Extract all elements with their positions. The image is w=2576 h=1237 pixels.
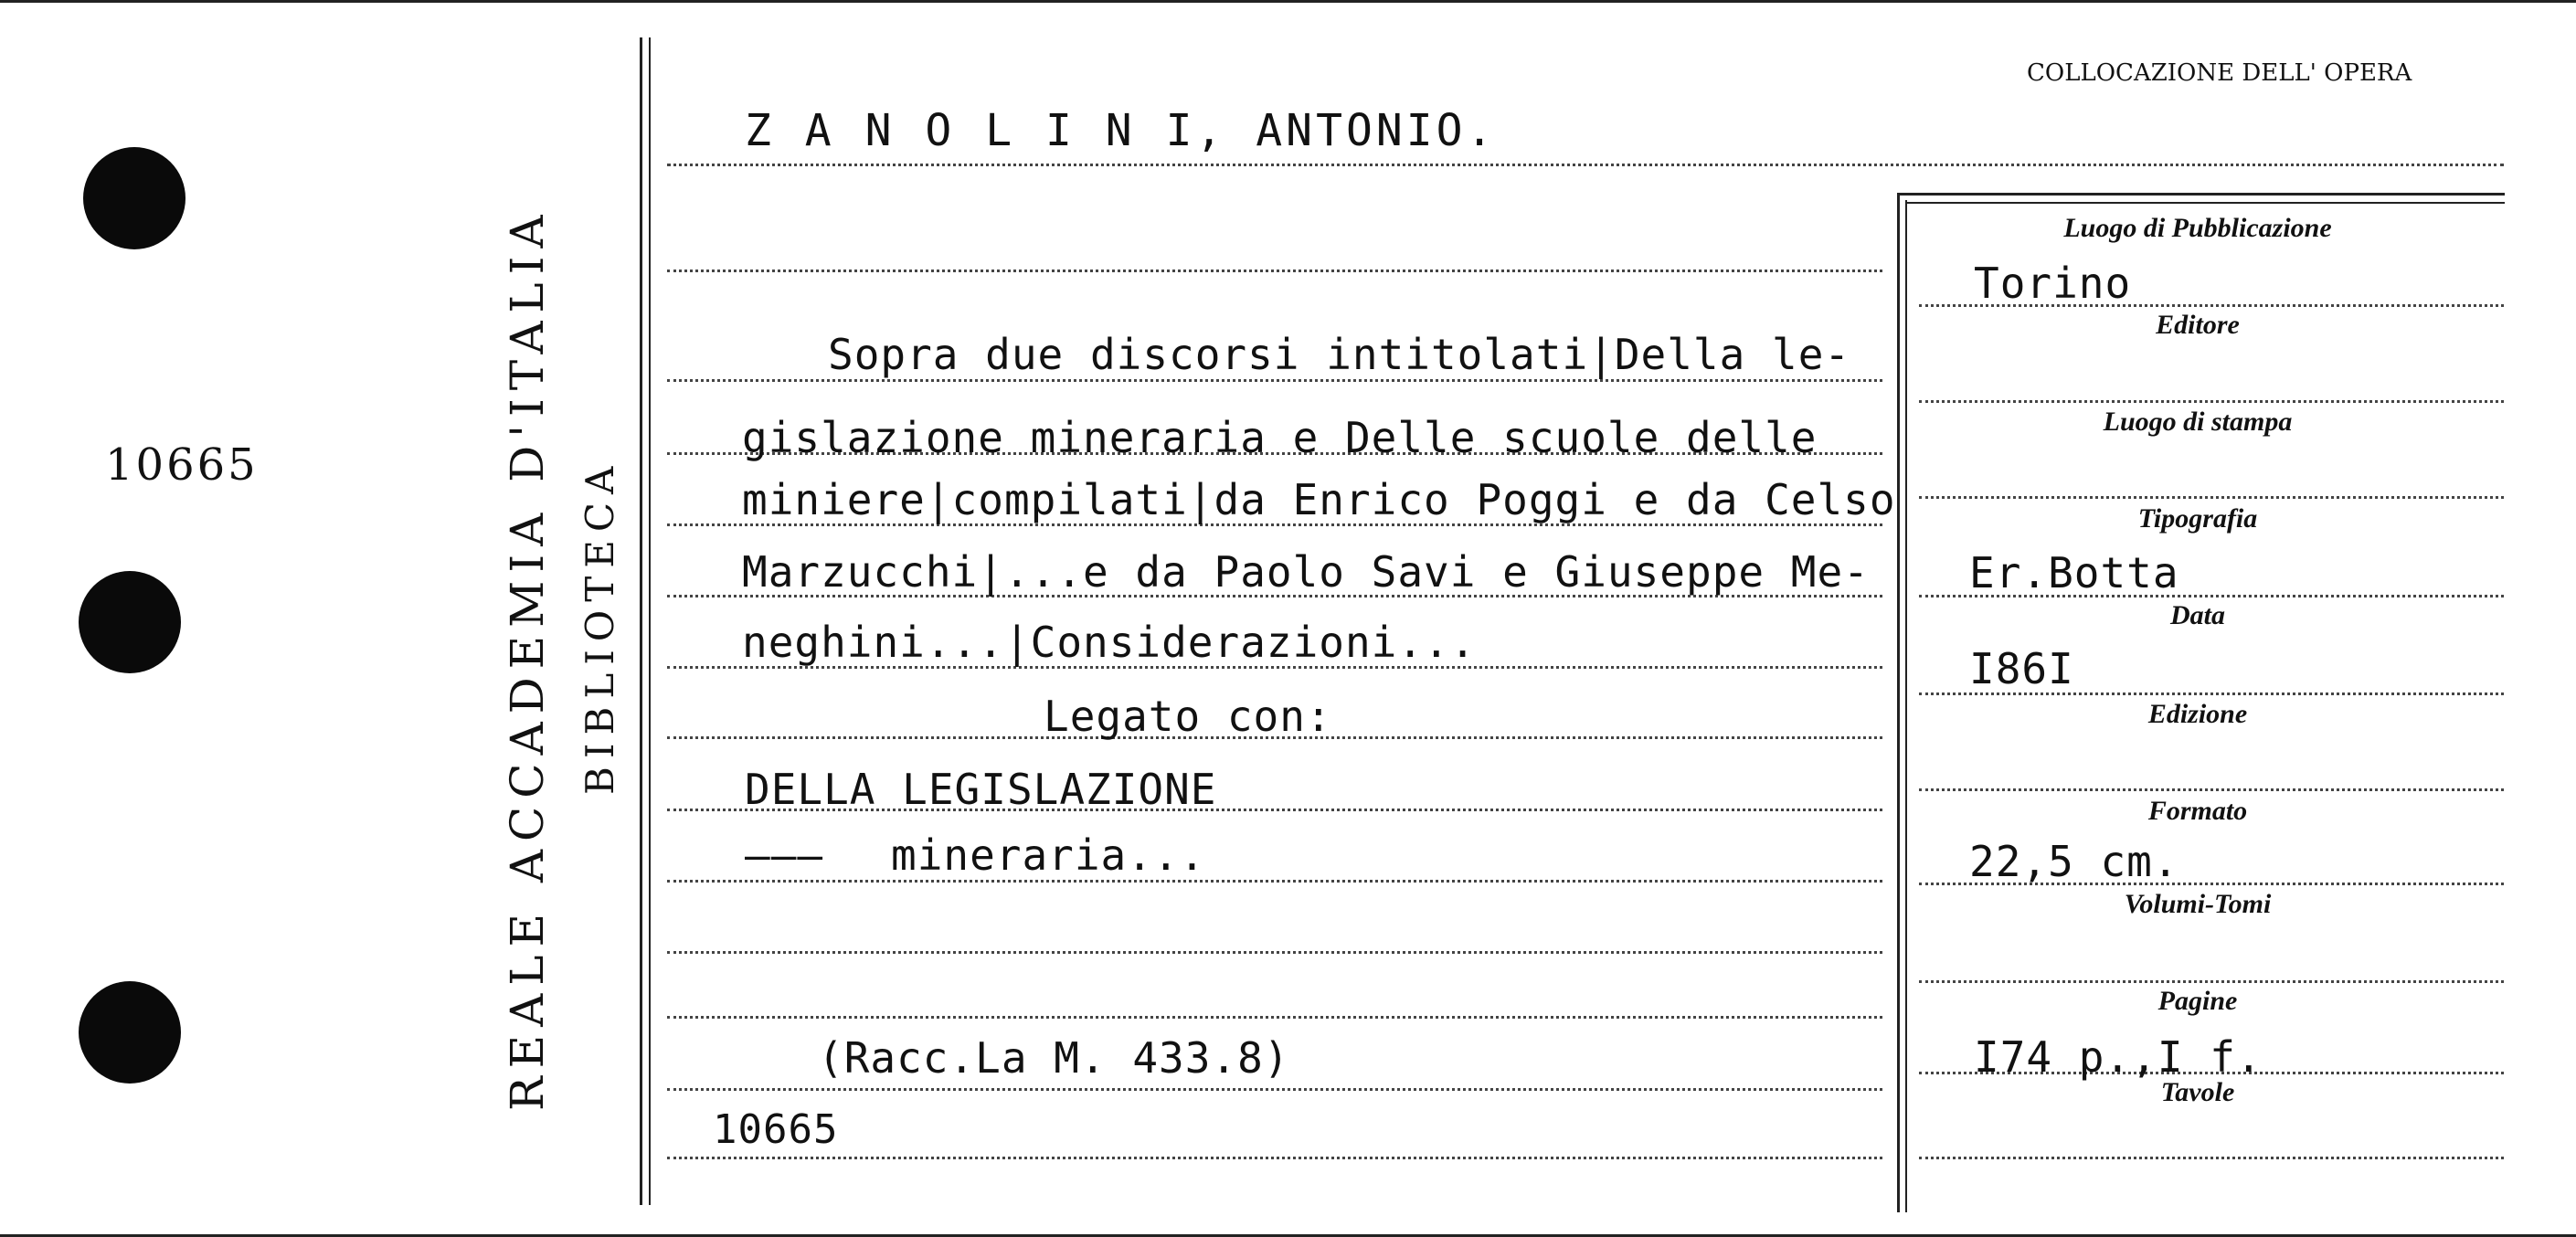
library-name: BIBLIOTECA (578, 458, 622, 795)
box-border-left-inner (1905, 200, 1907, 1212)
bound-with-label: Legato con: (1044, 692, 1332, 741)
label-data: Data (2170, 600, 2225, 630)
title-line-3: miniere|compilati|da Enrico Poggi e da Celso (742, 475, 1896, 524)
value-tipografia: Er.Botta (1969, 548, 2179, 597)
value-data: I86I (1969, 644, 2074, 693)
value-luogo-pubblicazione: Torino (1974, 259, 2132, 308)
side-number: 10665 (105, 439, 259, 491)
value-formato: 22,5 cm. (1969, 837, 2179, 886)
value-pagine: I74 p.,I f. (1974, 1032, 2263, 1082)
label-luogo-stampa: Luogo di stampa (2103, 407, 2293, 437)
author-heading: Z A N O L I N I, ANTONIO. (745, 105, 1497, 156)
margin-line-left (640, 37, 642, 1205)
rule-line (667, 880, 1882, 883)
label-pagine: Pagine (2157, 986, 2238, 1016)
label-editore: Editore (2156, 310, 2240, 340)
label-luogo-pubblicazione: Luogo di Pubblicazione (2063, 213, 2332, 243)
bound-with-title: DELLA LEGISLAZIONE (745, 765, 1217, 814)
label-volumi-tomi: Volumi-Tomi (2124, 889, 2272, 919)
box-border-top (1897, 193, 2505, 196)
margin-line-right (649, 37, 651, 1205)
box-rule (1919, 496, 2504, 499)
label-tipografia: Tipografia (2137, 503, 2258, 534)
punch-hole-top (83, 147, 186, 249)
collocazione-label: COLLOCAZIONE DELL' OPERA (2027, 59, 2412, 87)
punch-hole-middle (79, 571, 181, 673)
label-edizione: Edizione (2147, 699, 2248, 729)
rule-line (667, 1088, 1882, 1091)
title-line-4: Marzucchi|...e da Paolo Savi e Giuseppe Me- (742, 547, 1870, 597)
rule-line (667, 164, 2504, 166)
inventory-number: 10665 (713, 1106, 839, 1153)
punch-hole-bottom (79, 981, 181, 1084)
box-rule (1919, 788, 2504, 791)
title-line-5: neghini...|Considerazioni... (742, 618, 1477, 667)
title-line-2: gislazione mineraria e Delle scuole delle (742, 413, 1818, 462)
box-rule (1919, 980, 2504, 983)
institution-name: REALE ACCADEMIA D'ITALIA (501, 206, 554, 1111)
label-formato: Formato (2147, 796, 2248, 826)
bound-with-continuation: mineraria... (891, 830, 1206, 880)
rule-line (667, 270, 1882, 272)
rule-line (667, 1157, 1882, 1159)
box-border-left (1897, 193, 1900, 1212)
institution-label (501, 207, 554, 1112)
label-tavole: Tavole (2160, 1077, 2235, 1107)
shelfmark: (Racc.La M. 433.8) (818, 1033, 1290, 1083)
title-line-1: Sopra due discorsi intitolati|Della le- (828, 330, 1851, 379)
rule-line (667, 1016, 1882, 1019)
rule-line (667, 379, 1882, 382)
bound-with-dash: ——— (745, 830, 824, 880)
box-rule (1919, 400, 2504, 403)
library-label (578, 459, 622, 795)
box-rule (1919, 1157, 2504, 1159)
box-border-top-inner (1905, 202, 2505, 204)
rule-line (667, 951, 1882, 954)
